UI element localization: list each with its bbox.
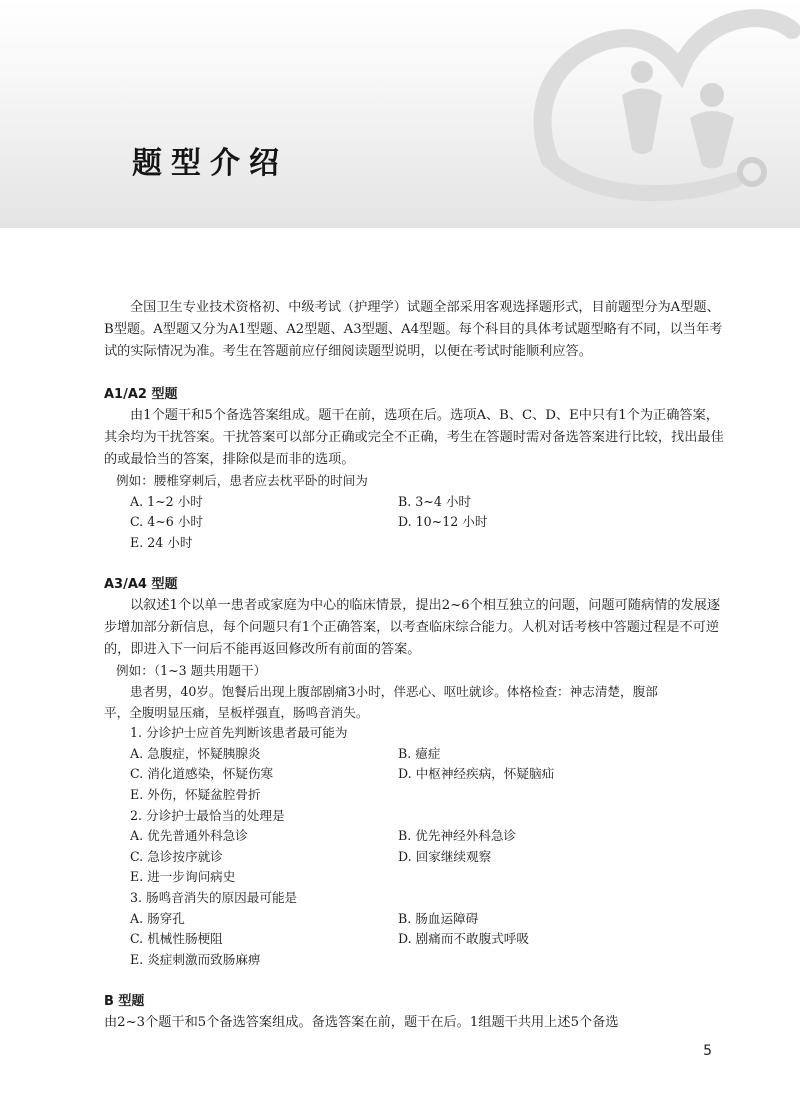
option: E. 炎症刺激而致肠麻痹	[130, 951, 261, 967]
case-stem-line: 平，全腹明显压痛，呈板样强直，肠鸣音消失。	[104, 704, 369, 720]
a3a4-description: 以叙述1个以单一患者或家庭为中心的临床情景，提出2~6个相互独立的问题，问题可随病情的发展逐步增加部分新信息，每个问题只有1个正确答案，以考查临床综合能力。人机对话考核中答题过程是不可逆的，即进入下一问后不能再返回修改所有前面的答案。	[104, 598, 721, 658]
main-content	[104, 297, 724, 1034]
question-stem: 2. 分诊护士最恰当的处理是	[130, 807, 285, 823]
intro-paragraph: 全国卫生专业技术资格初、中级考试（护理学）试题全部采用客观选择题形式，目前题型分为A型题、B型题。A型题又分为A1型题、A2型题、A3型题、A4型题。每个科目的具体考试题型略有不同，以当年考试的实际情况为准。考生在答题前应仔细阅读题型说明，以便在考试时能顺利应答。	[104, 300, 723, 359]
option: E. 外伤，怀疑盆腔骨折	[130, 786, 261, 802]
option: B. 肠血运障碍	[398, 910, 479, 926]
option: C. 机械性肠梗阻	[130, 931, 223, 947]
a1a2-description: 由1个题干和5个备选答案组成。题干在前，选项在后。选项A、B、C、D、E中只有1个为正确答案，其余均为干扰答案。干扰答案可以部分正确或完全不正确，考生在答题时需对备选答案进行比较，找出最佳的或最恰当的答案，排除似是而非的选项。	[104, 408, 724, 467]
question-stem: 3. 肠鸣音消失的原因最可能是	[130, 889, 298, 905]
option: D. 剧痛而不敢腹式呼吸	[398, 931, 529, 947]
option: A. 肠穿孔	[130, 910, 185, 926]
option: C. 4~6 小时	[130, 514, 203, 530]
option: A. 优先普通外科急诊	[130, 828, 248, 844]
page-number: 5	[703, 1043, 712, 1059]
question-stem: 1. 分诊护士应首先判断该患者最可能为	[130, 725, 348, 741]
option: D. 回家继续观察	[398, 848, 492, 864]
header-banner	[0, 0, 800, 228]
option: E. 进一步询问病史	[130, 869, 236, 885]
option: C. 急诊按序就诊	[130, 848, 223, 864]
option: D. 中枢神经疾病，怀疑脑疝	[398, 766, 555, 782]
option: B. 癔症	[398, 745, 441, 761]
page-title: 题型介绍	[132, 146, 288, 181]
option: A. 急腹症，怀疑胰腺炎	[130, 745, 261, 761]
question-options	[104, 744, 724, 806]
question-options	[104, 909, 724, 971]
question-options	[104, 826, 724, 888]
option: C. 消化道感染，怀疑伤寒	[130, 766, 274, 782]
b-description: 由2~3个题干和5个备选答案组成。备选答案在前，题干在后。1组题干共用上述5个备选	[104, 1015, 619, 1031]
a1a2-options	[104, 492, 724, 554]
section-heading-a1a2: A1/A2 型题	[104, 387, 178, 402]
section-heading-a3a4: A3/A4 型题	[104, 577, 178, 593]
case-stem-line: 患者男，40岁。饱餐后出现上腹部剧痛3小时，伴恶心、呕吐就诊。体格检查：神志清楚，腹部	[130, 683, 658, 699]
nursing-heart-stethoscope-logo-icon	[530, 0, 800, 220]
option: E. 24 小时	[130, 534, 193, 550]
option: B. 优先神经外科急诊	[398, 828, 517, 844]
section-heading-b: B 型题	[104, 994, 145, 1010]
option: A. 1~2 小时	[130, 493, 203, 509]
a3a4-example-label: 例如：（1~3 题共用题干）	[116, 663, 267, 679]
a1a2-example-question: 例如：腰椎穿刺后，患者应去枕平卧的时间为	[116, 473, 368, 488]
option: B. 3~4 小时	[398, 493, 472, 509]
option: D. 10~12 小时	[398, 514, 488, 530]
